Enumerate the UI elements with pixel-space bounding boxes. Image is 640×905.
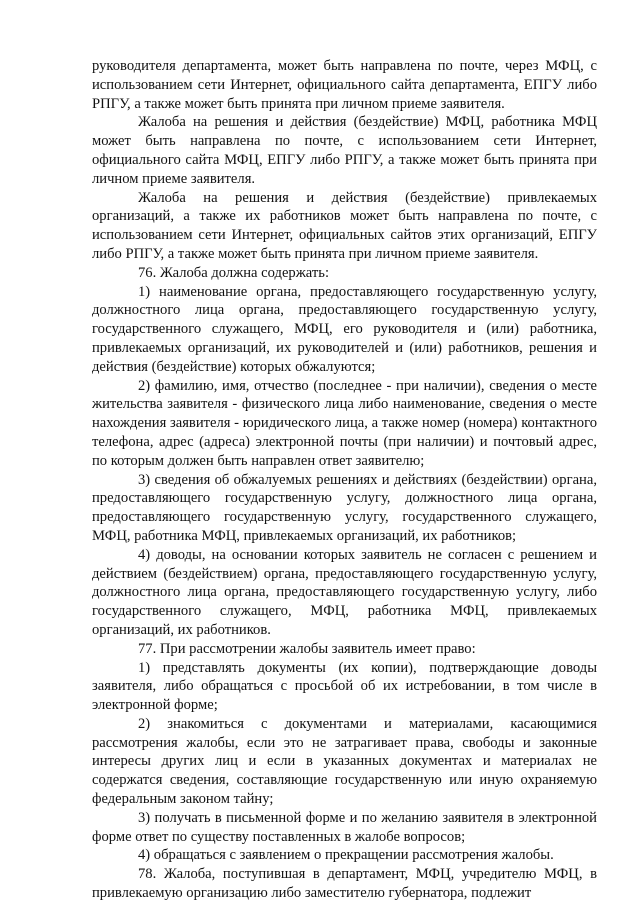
- clause-77-item-3: 3) получать в письменной форме и по желанию заявителя в электронной форме ответ по существу поставленных в жалобе вопросов;: [92, 809, 597, 845]
- paragraph-continuation: руководителя департамента, может быть направлена по почте, через МФЦ, с использованием сети Интернет, официального сайта департамента, ЕПГУ либо РПГУ, а также может быть принята при личном приеме заявителя.: [92, 58, 597, 112]
- clause-77-item-1: 1) представлять документы (их копии), подтверждающие доводы заявителя, либо обращаться с просьбой об их истребовании, в том числе в электронной форме;: [92, 659, 597, 714]
- document-page: [92, 57, 597, 903]
- clause-77-heading: 77. При рассмотрении жалобы заявитель имеет право:: [138, 640, 476, 657]
- clause-76-item-3: 3) сведения об обжалуемых решениях и действиях (бездействии) органа, предоставляющего государственную услугу, должностного лица органа, предоставляющего государственную услугу, государственного служащего, МФЦ, работника МФЦ, привлекаемых организаций, их работников;: [92, 471, 597, 544]
- clause-76-item-4: 4) доводы, на основании которых заявитель не согласен с решением и действием (бездействием) органа, предоставляющего государственную услугу, должностного лица органа, предоставляющего государственную услугу, либо государственного служащего, МФЦ, работника МФЦ, привлекаемых организаций, их работников.: [92, 546, 597, 638]
- clause-77-item-4: 4) обращаться с заявлением о прекращении рассмотрения жалобы.: [138, 847, 554, 864]
- clause-76-heading: 76. Жалоба должна содержать:: [138, 264, 329, 281]
- clause-77-item-2: 2) знакомиться с документами и материалами, касающимися рассмотрения жалобы, если это не затрагивает права, свободы и законные интересы других лиц и если в указанных документах и материалах не содержатся сведения, составляющие государственную или иную охраняемую федеральным законом тайну;: [92, 715, 597, 808]
- clause-76-item-2: 2) фамилию, имя, отчество (последнее - при наличии), сведения о месте жительства заявителя - физического лица либо наименование, сведения о месте нахождения заявителя - юридического лица, а также номер (номера) контактного телефона, адрес (адреса) электронной почты (при наличии) и почтовый адрес, по которым должен быть направлен ответ заявителю;: [92, 377, 597, 469]
- clause-78-start: 78. Жалоба, поступившая в департамент, МФЦ, учредителю МФЦ, в привлекаемую организацию либо заместителю губернатора, подлежит: [92, 866, 597, 902]
- paragraph-complaint-organizations: Жалоба на решения и действия (бездействие) привлекаемых организаций, а также их работников может быть направлена по почте, с использованием сети Интернет, официальных сайтов этих организаций, ЕПГУ либо РПГУ, а также может быть принята при личном приеме заявителя.: [92, 189, 597, 262]
- paragraph-complaint-mfc: Жалоба на решения и действия (бездействие) МФЦ, работника МФЦ может быть направлена по почте, с использованием сети Интернет, официального сайта МФЦ, ЕПГУ либо РПГУ, а также может быть принята при личном приеме заявителя.: [92, 114, 597, 187]
- clause-76-item-1: 1) наименование органа, предоставляющего государственную услугу, должностного лица органа, предоставляющего государственную услугу, государственного служащего, МФЦ, его руководителя и (или) работника, привлекаемых организаций, их руководителей и (или) работников, решения и действия (бездействие) которых обжалуются;: [92, 283, 597, 375]
